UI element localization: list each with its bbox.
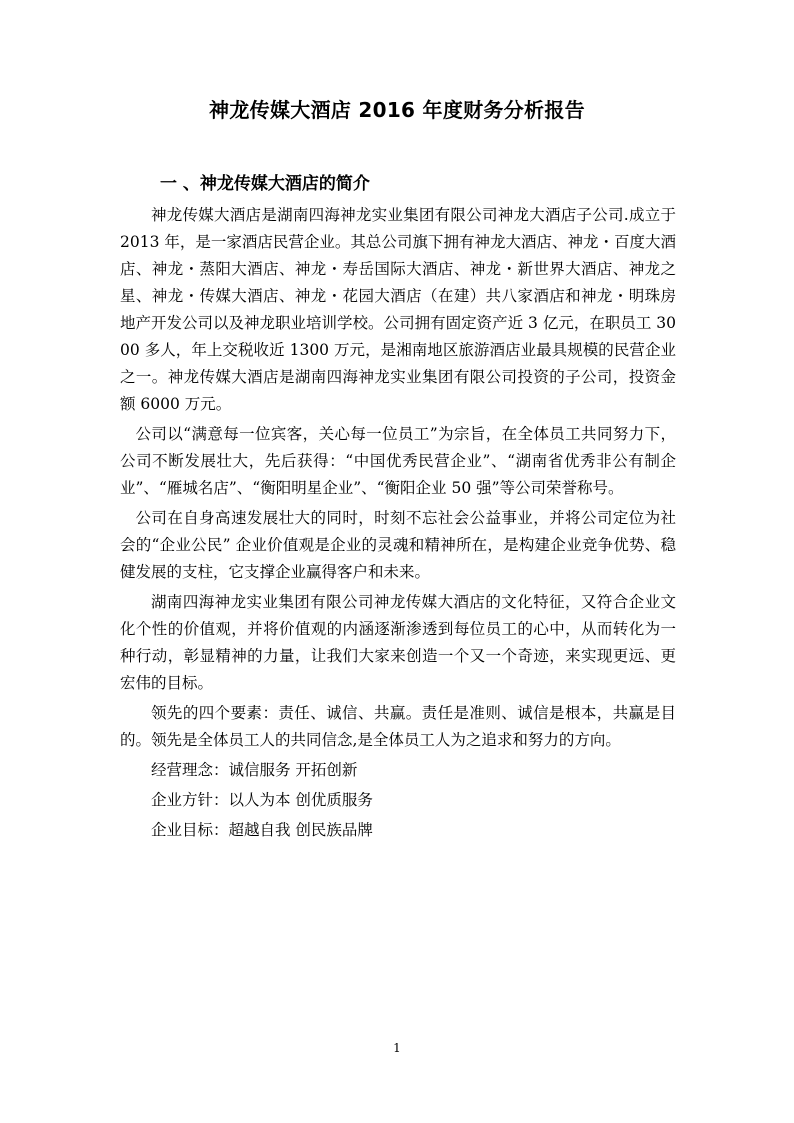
paragraph-business-philosophy: 经营理念：诚信服务 开拓创新 — [151, 761, 358, 779]
paragraph-four-elements: 领先的四个要素：责任、诚信、共赢。责任是准则、诚信是根本，共赢是目的。领先是全体员工人的共同信念,是全体员工人为之追求和努力的方向。 — [120, 704, 676, 749]
section-heading: 一 、神龙传媒大酒店的简介 — [160, 174, 370, 194]
document-body — [120, 202, 676, 844]
paragraph-intro: 神龙传媒大酒店是湖南四海神龙实业集团有限公司神龙大酒店子公司.成立于 2013 年，是一家酒店民营企业。其总公司旗下拥有神龙大酒店、神龙・百度大酒店、神龙・蒸阳大酒店、神龙・寿岳国际大酒店、神龙・新世界大酒店、神龙之星、神龙・传媒大酒店、神龙・花园大酒店（在建）共八家酒店和神龙・明珠房地产开发公司以及神龙职业培训学校。公司拥有固定资产近 3 亿元，在职员工 3000 多人，年上交税收近 1300 万元，是湘南地区旅游酒店业最具规模的民营企业之一。神龙传媒大酒店是湖南四海神龙实业集团有限公司投资的子公司，投资金额 6000 万元。 — [120, 206, 676, 413]
page-number: 1 — [393, 1041, 401, 1055]
document-title: 神龙传媒大酒店 2016 年度财务分析报告 — [209, 98, 585, 122]
paragraph-business-goal: 企业目标：超越自我 创民族品牌 — [151, 821, 373, 839]
paragraph-honors: 公司以“满意每一位宾客，关心每一位员工”为宗旨，在全体员工共同努力下，公司不断发展壮大，先后获得：“中国优秀民营企业”、“湖南省优秀非公有制企业”、“雁城名店”、“衡阳明星企业”、“衡阳企业 50 强”等公司荣誉称号。 — [120, 425, 676, 497]
paragraph-culture: 湖南四海神龙实业集团有限公司神龙传媒大酒店的文化特征，又符合企业文化个性的价值观，并将价值观的内涵逐渐渗透到每位员工的心中，从而转化为一种行动，彰显精神的力量，让我们大家来创造一个又一个奇迹，来实现更远、更宏伟的目标。 — [120, 593, 676, 692]
paragraph-public-welfare: 公司在自身高速发展壮大的同时，时刻不忘社会公益事业，并将公司定位为社会的“企业公民” 企业价值观是企业的灵魂和精神所在，是构建企业竞争优势、稳健发展的支柱，它支撑企业赢得客户和未来。 — [120, 509, 676, 581]
paragraph-business-policy: 企业方针：以人为本 创优质服务 — [151, 791, 373, 809]
